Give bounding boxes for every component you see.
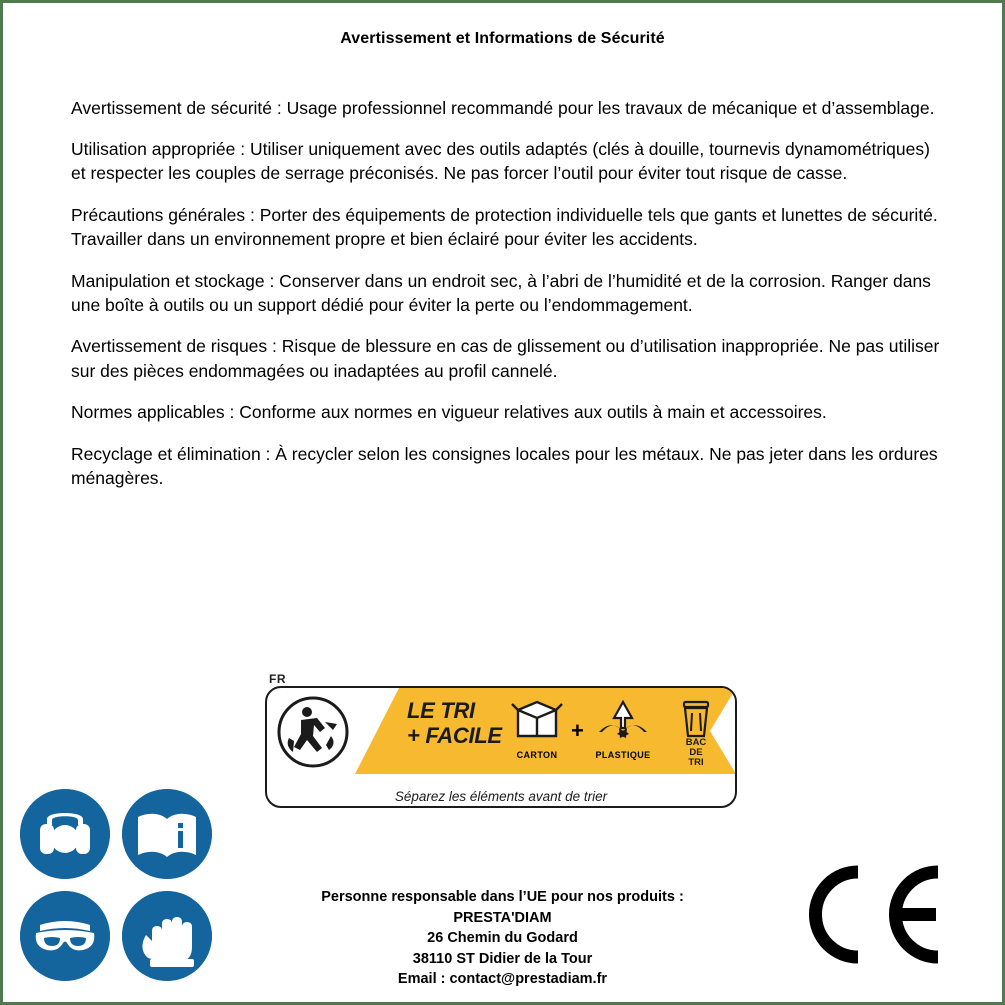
ppe-pictogram-group [20,789,220,989]
triman-symbol-icon [273,692,353,772]
responsible-heading: Personne responsable dans l’UE pour nos produits : [321,889,684,906]
plastique-item [589,694,657,760]
responsible-address-line2: 38110 ST Didier de la Tour [412,950,593,967]
responsible-email: Email : contact@prestadiam.fr [397,971,608,988]
ce-marking-icon [800,862,950,967]
paragraph-recycling-disposal: Recyclage et élimination : À recycler selon les consignes locales pour les métaux. Ne pas jeter dans les ordures ménagères. [71,443,938,489]
triman-slogan-line2: + FACILE [407,722,502,748]
ear-protection-icon [20,789,110,879]
waste-bin-icon [674,696,718,740]
eye-protection-icon [20,891,110,981]
plus-separator: + [571,718,584,743]
carton-box-icon [506,694,568,744]
paragraph-proper-use: Utilisation appropriée : Utiliser uniquement avec des outils adaptés (clés à douille, tournevis dynamométriques) et respecter les couples de serrage préconisés. Ne pas forcer l’outil pour éviter tout risque de casse. [71,139,930,184]
triman-footer-text: Séparez les éléments avant de trier [394,789,608,804]
responsible-company: PRESTA'DIAM [453,909,552,926]
paragraph-general-precautions: Précautions générales : Porter des équipements de protection individuelle tels que gants et lunettes de sécurité. Travailler dans un environnement propre et bien éclairé pour éviter les accidents. [71,204,938,250]
plastic-recycle-icon [592,694,654,744]
triman-sorting-label [265,672,735,817]
bin-line1: BAC [685,737,707,748]
paragraph-handling-storage: Manipulation et stockage : Conserver dans un endroit sec, à l’abri de l’humidité et de la corrosion. Ranger dans une boîte à outils ou un support dédié pour éviter la perte ou l’endommagement. [71,270,931,315]
carton-caption: CARTON [516,750,558,760]
bin-line2: DE [689,746,703,758]
footer-area [3,672,1002,1002]
paragraph-risk-warning: Avertissement de risques : Risque de blessure en cas de glissement ou d’utilisation inappropriée. Ne pas utiliser sur des pièces endommagées ou inadaptées au profil cannelé. [71,336,940,381]
plastique-caption: PLASTIQUE [595,750,651,760]
triman-label-box [265,686,737,808]
triman-slogan-line1: LE TRI [407,698,475,723]
safety-information-body [71,48,942,490]
carton-item [503,694,571,760]
bin-badge [665,696,727,766]
bin-badge-text [665,738,727,768]
bin-line3: TRI [688,756,704,768]
triman-slogan [407,699,502,748]
paragraph-applicable-standards: Normes applicables : Conforme aux normes en vigueur relatives aux outils à main et accessoires. [71,402,827,423]
read-manual-icon [122,789,212,879]
hand-protection-gloves-icon [122,891,212,981]
responsible-address-line1: 26 Chemin du Godard [427,930,578,947]
page-title: Avertissement et Informations de Sécurité [340,30,665,47]
eu-responsible-person-block [233,887,772,990]
label-country-code: FR [269,672,286,686]
paragraph-safety-warning: Avertissement de sécurité : Usage professionnel recommandé pour les travaux de mécanique et d’assemblage. [71,97,935,118]
